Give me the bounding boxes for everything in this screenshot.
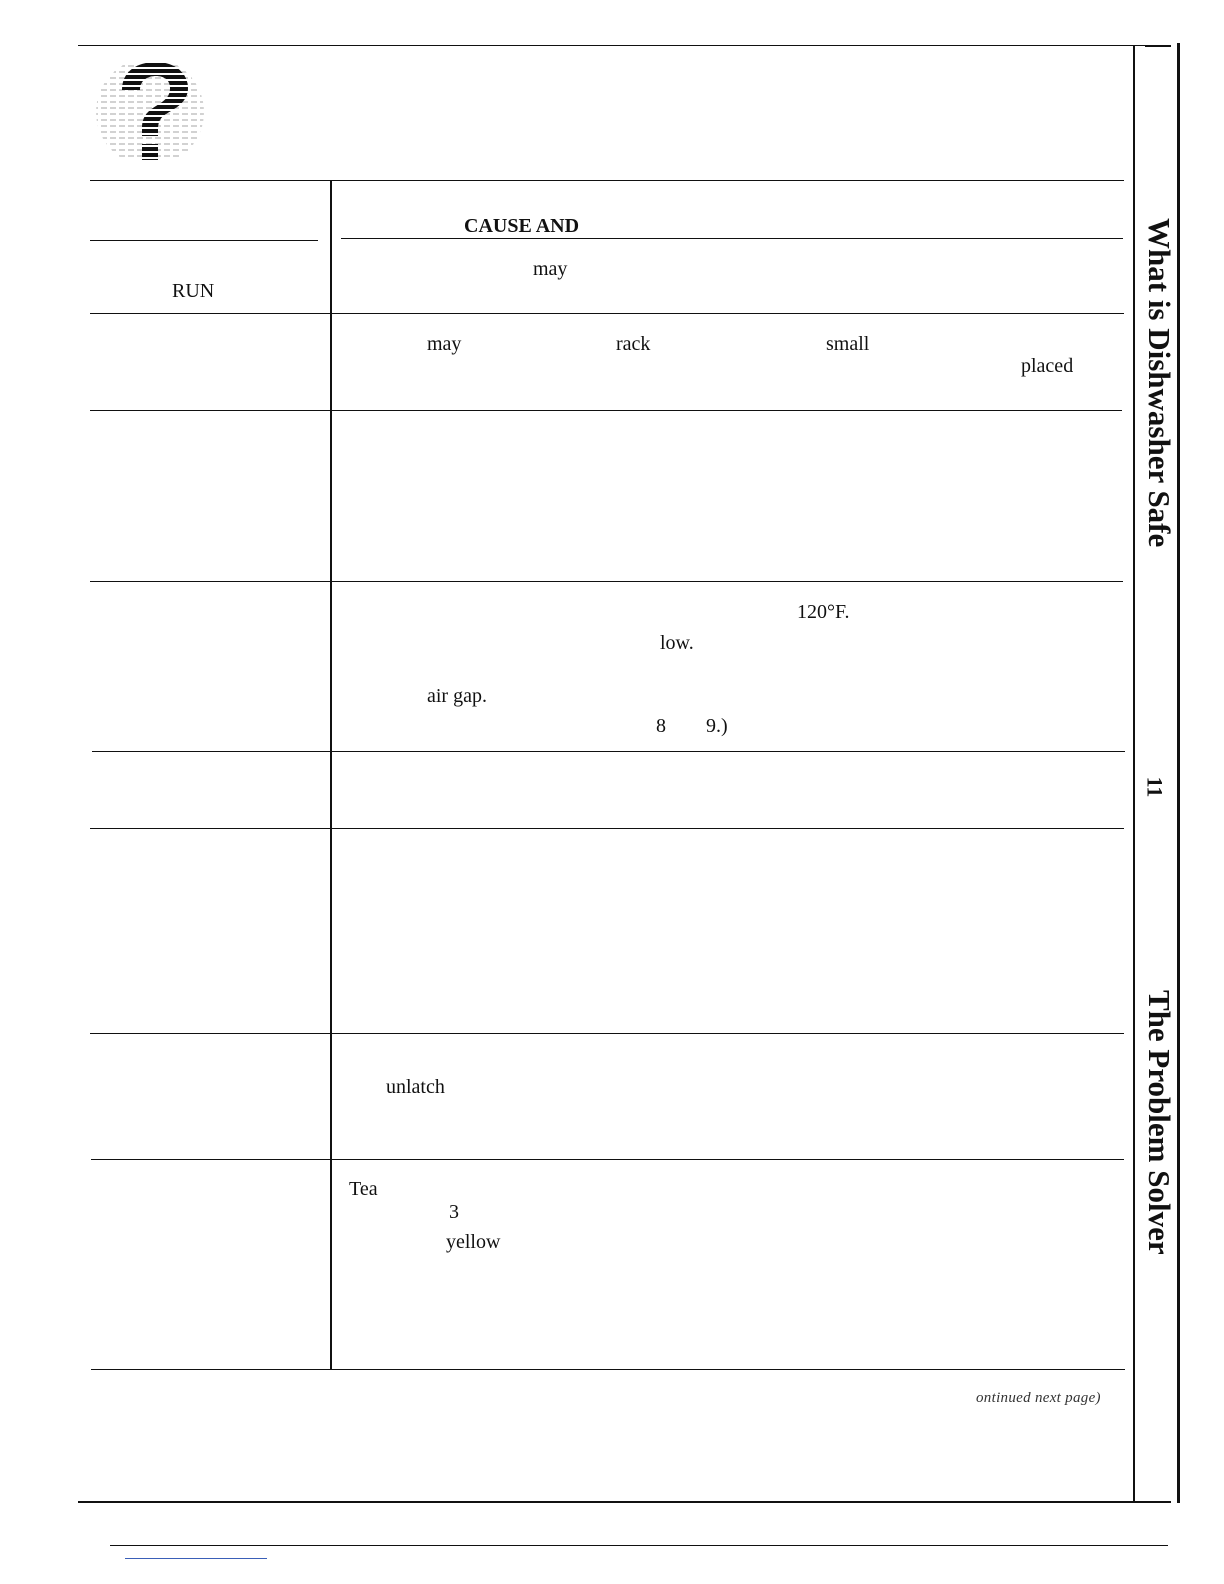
side-tab-title-lower: The Problem Solver	[1142, 990, 1177, 1255]
cause-word: rack	[616, 333, 651, 355]
cause-word: 8	[656, 715, 666, 737]
page-number: 11	[1142, 776, 1168, 798]
cause-word: unlatch	[386, 1076, 445, 1098]
row-rule-2	[90, 410, 1122, 411]
row-rule-4	[92, 751, 1125, 752]
row-rule-7	[91, 1159, 1124, 1160]
row-rule-1	[90, 313, 1124, 314]
table-header-cause: CAUSE AND	[464, 215, 580, 237]
row-rule-5	[90, 828, 1124, 829]
right-header-rule	[341, 238, 1123, 239]
cause-word: 9.)	[706, 715, 728, 737]
row-rule-6	[90, 1033, 1124, 1034]
cause-word: 120°F.	[797, 601, 850, 623]
bottom-border	[78, 1501, 1160, 1503]
cause-word: 3	[449, 1201, 459, 1223]
problem-label-run: RUN	[172, 280, 215, 302]
cause-word: yellow	[446, 1231, 501, 1253]
right-tab-border-outer	[1177, 43, 1180, 1503]
footer-accent-rule	[125, 1558, 267, 1559]
cause-word: small	[826, 333, 870, 355]
question-mark-icon	[92, 60, 214, 166]
continued-note: ontinued next page)	[976, 1390, 1101, 1406]
footer-rule	[110, 1545, 1168, 1546]
table-column-divider	[330, 181, 332, 1370]
left-header-rule	[90, 240, 318, 241]
row-rule-3	[90, 581, 1123, 582]
right-tab-border-inner	[1133, 45, 1135, 1501]
tab-top-mark	[1145, 45, 1171, 47]
tab-bottom-mark	[1145, 1501, 1171, 1503]
cause-word: may	[427, 333, 462, 355]
cause-word: Tea	[349, 1178, 378, 1200]
cause-word: low.	[660, 632, 694, 654]
cause-word: placed	[1021, 355, 1074, 377]
cause-word: air gap.	[427, 685, 487, 707]
row-rule-8	[91, 1369, 1125, 1370]
table-top-rule	[90, 180, 1124, 181]
top-border	[78, 45, 1160, 46]
side-tab-title-upper: What is Dishwasher Safe	[1142, 218, 1177, 548]
cause-word: may	[533, 258, 568, 280]
